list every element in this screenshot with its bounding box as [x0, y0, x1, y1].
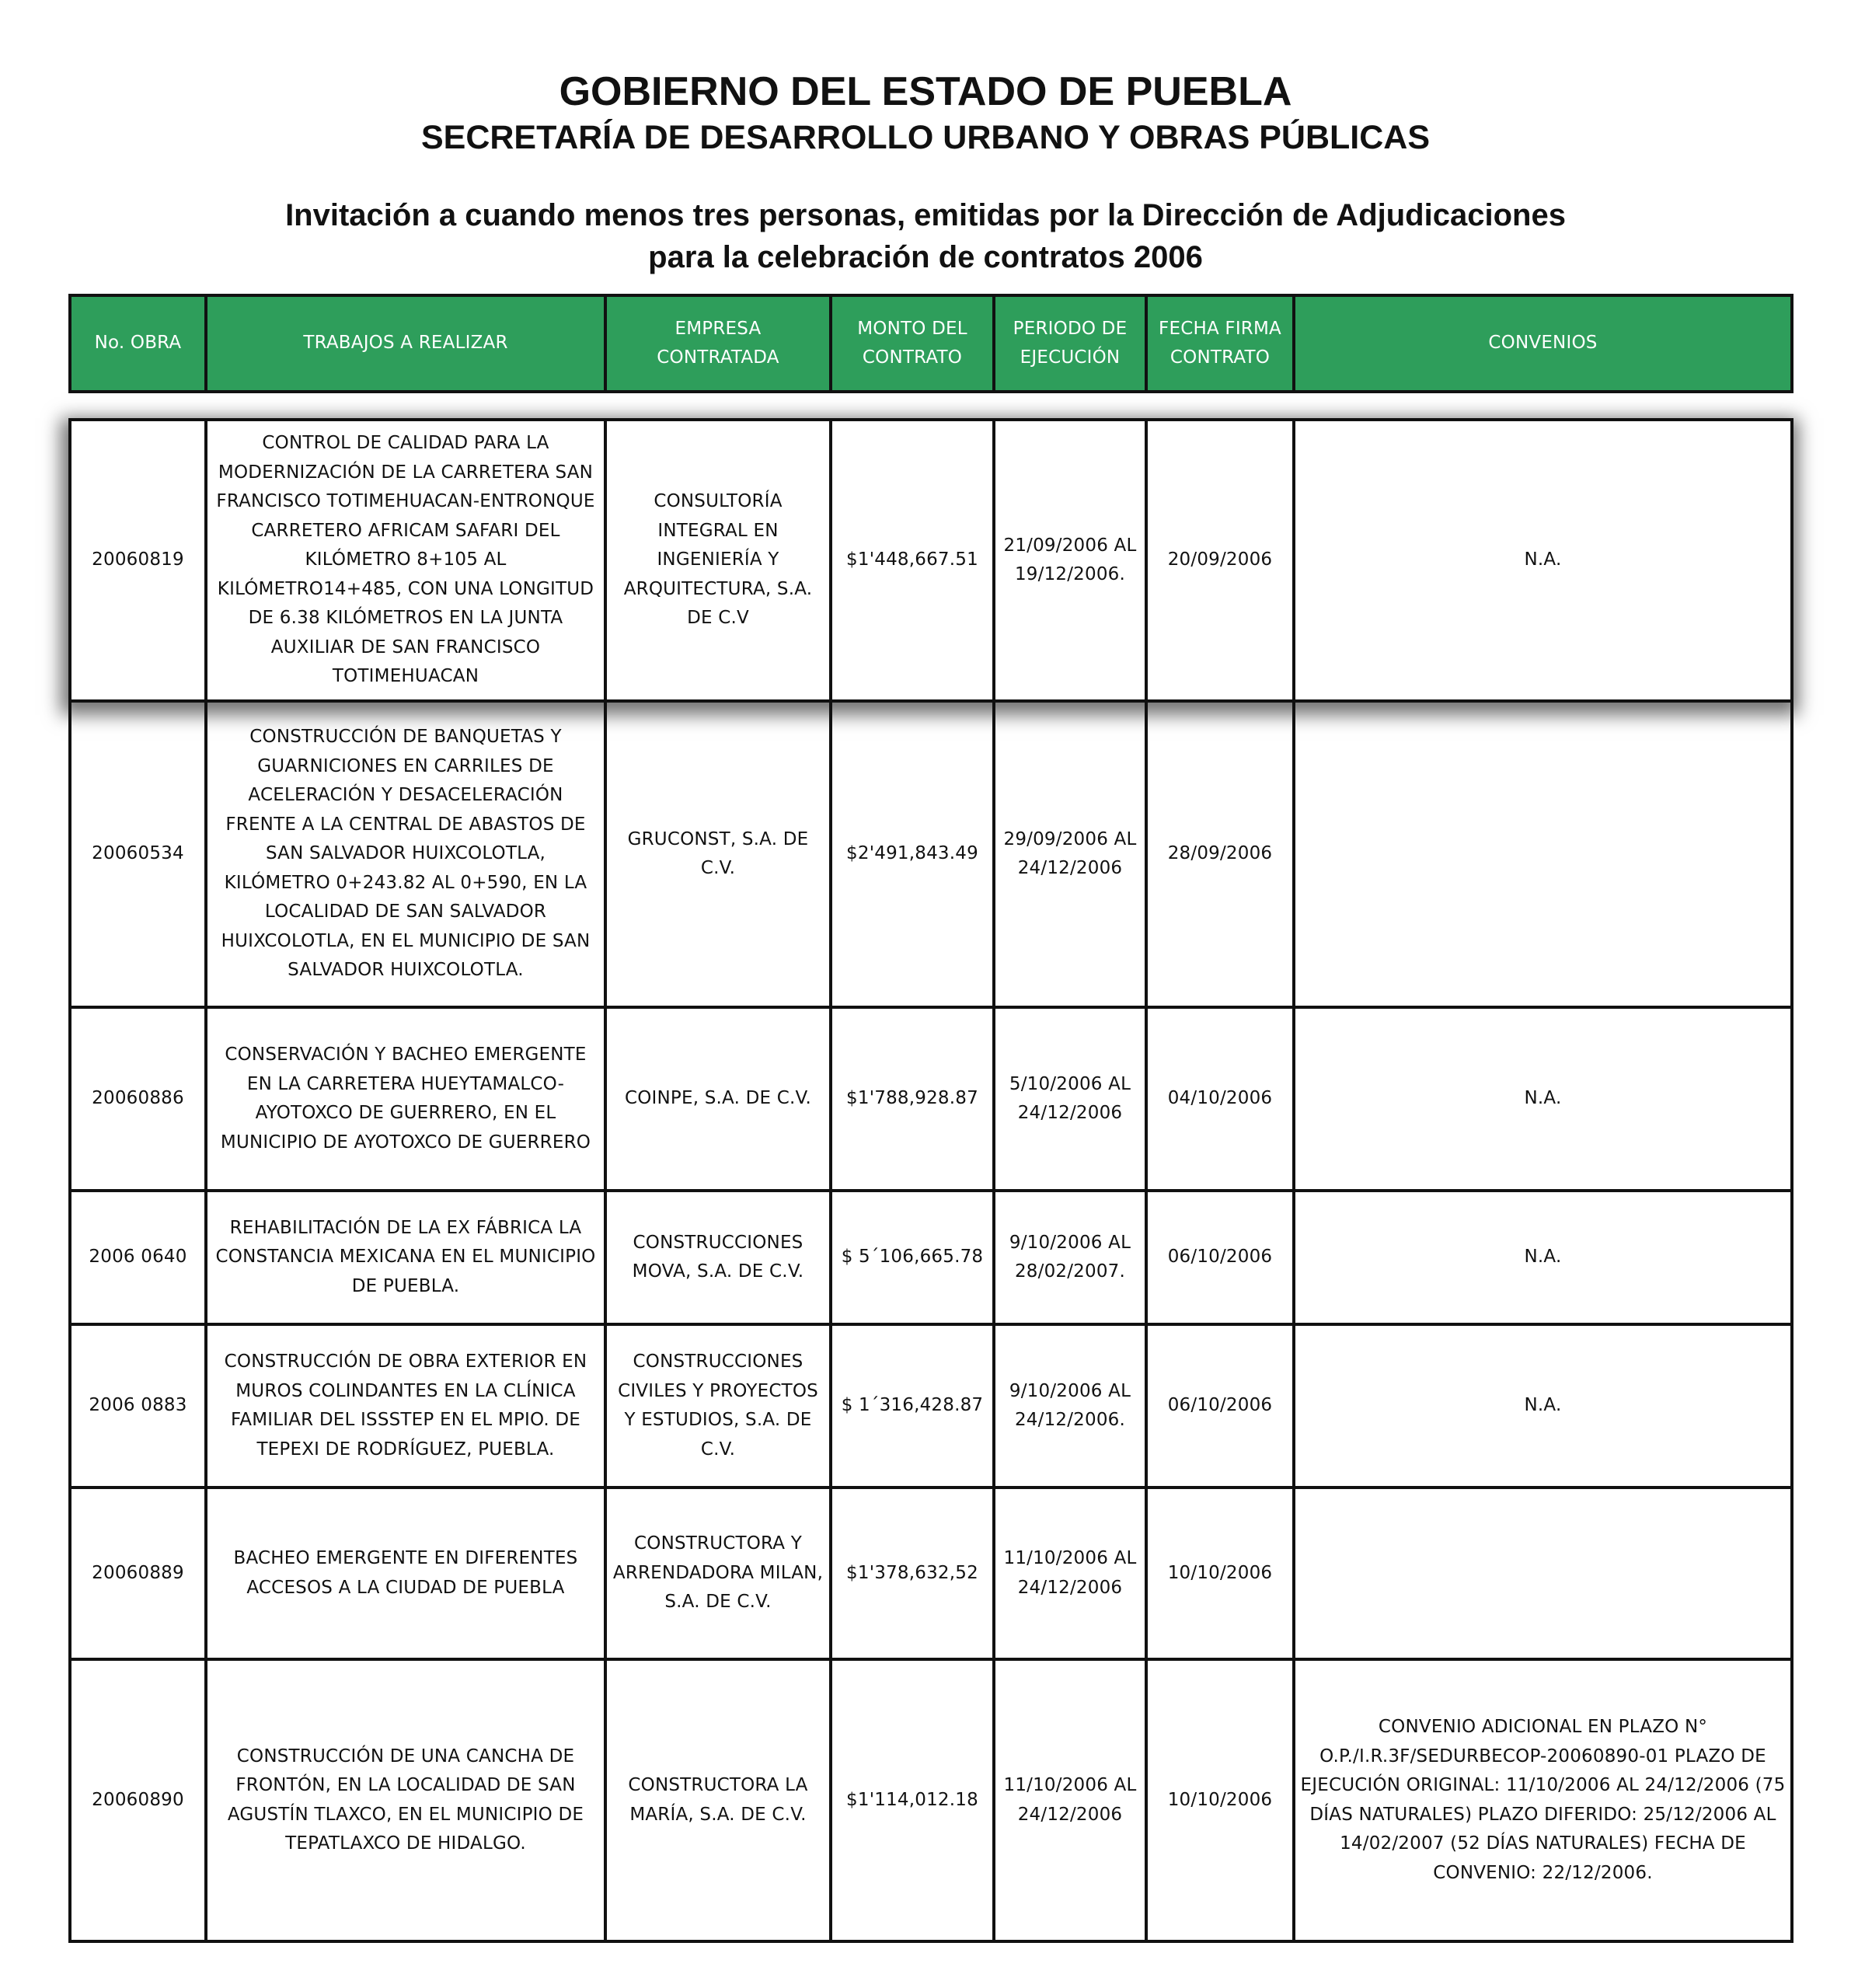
table-row — [70, 1324, 1792, 1488]
cell-obra: 20060889 — [70, 1488, 206, 1659]
cell-monto: $1'114,012.18 — [831, 1659, 994, 1941]
cell-empresa: COINPE, S.A. DE C.V. — [605, 1007, 831, 1191]
cell-obra: 2006 0883 — [70, 1324, 206, 1488]
column-header-periodo: PERIODO DE EJECUCIÓN — [994, 295, 1146, 392]
cell-trabajos: CONSTRUCCIÓN DE OBRA EXTERIOR EN MUROS COLINDANTES EN LA CLÍNICA FAMILIAR DEL ISSSTEP EN EL MPIO. DE TEPEXI DE RODRÍGUEZ, PUEBLA. — [206, 1324, 605, 1488]
cell-convenios: N.A. — [1294, 1007, 1792, 1191]
cell-empresa: GRUCONST, S.A. DE C.V. — [605, 701, 831, 1007]
cell-empresa: CONSULTORÍA INTEGRAL EN INGENIERÍA Y ARQUITECTURA, S.A. DE C.V — [605, 420, 831, 701]
cell-periodo: 5/10/2006 AL 24/12/2006 — [994, 1007, 1146, 1191]
column-header-trabajos: TRABAJOS A REALIZAR — [206, 295, 605, 392]
cell-fecha: 28/09/2006 — [1146, 701, 1294, 1007]
cell-convenios — [1294, 701, 1792, 1007]
column-header-monto: MONTO DEL CONTRATO — [831, 295, 994, 392]
table-header — [68, 294, 1793, 393]
cell-convenios: N.A. — [1294, 1191, 1792, 1324]
cell-obra: 20060819 — [70, 420, 206, 701]
table-row — [70, 1007, 1792, 1191]
cell-monto: $2'491,843.49 — [831, 701, 994, 1007]
cell-fecha: 10/10/2006 — [1146, 1659, 1294, 1941]
cell-fecha: 20/09/2006 — [1146, 420, 1294, 701]
cell-empresa: CONSTRUCCIONES MOVA, S.A. DE C.V. — [605, 1191, 831, 1324]
cell-periodo: 9/10/2006 AL 28/02/2007. — [994, 1191, 1146, 1324]
table-row — [70, 420, 1792, 701]
cell-obra: 20060534 — [70, 701, 206, 1007]
table-row — [70, 1659, 1792, 1941]
cell-periodo: 21/09/2006 AL 19/12/2006. — [994, 420, 1146, 701]
document-heading — [0, 194, 1851, 278]
table-row — [70, 1191, 1792, 1324]
table-row — [70, 1488, 1792, 1659]
header-row — [70, 295, 1792, 392]
cell-periodo: 11/10/2006 AL 24/12/2006 — [994, 1488, 1146, 1659]
cell-monto: $ 1´316,428.87 — [831, 1324, 994, 1488]
column-header-convenios: CONVENIOS — [1294, 295, 1792, 392]
document-title: GOBIERNO DEL ESTADO DE PUEBLA — [559, 69, 1292, 114]
cell-fecha: 06/10/2006 — [1146, 1324, 1294, 1488]
contracts-table — [68, 418, 1793, 1943]
cell-trabajos: REHABILITACIÓN DE LA EX FÁBRICA LA CONSTANCIA MEXICANA EN EL MUNICIPIO DE PUEBLA. — [206, 1191, 605, 1324]
cell-empresa: CONSTRUCTORA Y ARRENDADORA MILAN, S.A. DE C.V. — [605, 1488, 831, 1659]
document-subtitle: SECRETARÍA DE DESARROLLO URBANO Y OBRAS PÚBLICAS — [420, 119, 1431, 156]
cell-trabajos: CONSERVACIÓN Y BACHEO EMERGENTE EN LA CARRETERA HUEYTAMALCO-AYOTOXCO DE GUERRERO, EN EL MUNICIPIO DE AYOTOXCO DE GUERRERO — [206, 1007, 605, 1191]
column-header-empresa: EMPRESA CONTRATADA — [605, 295, 831, 392]
cell-monto: $1'378,632,52 — [831, 1488, 994, 1659]
cell-trabajos: CONTROL DE CALIDAD PARA LA MODERNIZACIÓN DE LA CARRETERA SAN FRANCISCO TOTIMEHUACAN-ENTRONQUE CARRETERO AFRICAM SAFARI DEL KILÓMETRO 8+105 AL KILÓMETRO14+485, CON UNA LONGITUD DE 6.38 KILÓMETROS EN LA JUNTA AUXILIAR DE SAN FRANCISCO TOTIMEHUACAN — [206, 420, 605, 701]
cell-empresa: CONSTRUCTORA LA MARÍA, S.A. DE C.V. — [605, 1659, 831, 1941]
cell-trabajos: CONSTRUCCIÓN DE BANQUETAS Y GUARNICIONES EN CARRILES DE ACELERACIÓN Y DESACELERACIÓN FRENTE A LA CENTRAL DE ABASTOS DE SAN SALVADOR HUIXCOLOTLA, KILÓMETRO 0+243.82 AL 0+590, EN LA LOCALIDAD DE SAN SALVADOR HUIXCOLOTLA, EN EL MUNICIPIO DE SAN SALVADOR HUIXCOLOTLA. — [206, 701, 605, 1007]
heading-line-1: Invitación a cuando menos tres personas, emitidas por la Dirección de Adjudicaciones — [285, 198, 1566, 232]
cell-convenios — [1294, 1488, 1792, 1659]
column-header-fecha: FECHA FIRMA CONTRATO — [1146, 295, 1294, 392]
cell-periodo: 29/09/2006 AL 24/12/2006 — [994, 701, 1146, 1007]
column-header-obra: No. OBRA — [70, 295, 206, 392]
cell-monto: $ 5´106,665.78 — [831, 1191, 994, 1324]
cell-periodo: 9/10/2006 AL 24/12/2006. — [994, 1324, 1146, 1488]
cell-periodo: 11/10/2006 AL 24/12/2006 — [994, 1659, 1146, 1941]
table-row — [70, 701, 1792, 1007]
cell-fecha: 06/10/2006 — [1146, 1191, 1294, 1324]
cell-convenios: N.A. — [1294, 1324, 1792, 1488]
cell-fecha: 04/10/2006 — [1146, 1007, 1294, 1191]
cell-monto: $1'788,928.87 — [831, 1007, 994, 1191]
cell-obra: 20060886 — [70, 1007, 206, 1191]
cell-empresa: CONSTRUCCIONES CIVILES Y PROYECTOS Y ESTUDIOS, S.A. DE C.V. — [605, 1324, 831, 1488]
cell-convenios: CONVENIO ADICIONAL EN PLAZO N° O.P./I.R.3F/SEDURBECOP-20060890-01 PLAZO DE EJECUCIÓN ORIGINAL: 11/10/2006 AL 24/12/2006 (75 DÍAS NATURALES) PLAZO DIFERIDO: 25/12/2006 AL 14/02/2007 (52 DÍAS NATURALES) FECHA DE CONVENIO: 22/12/2006. — [1294, 1659, 1792, 1941]
cell-obra: 2006 0640 — [70, 1191, 206, 1324]
cell-trabajos: BACHEO EMERGENTE EN DIFERENTES ACCESOS A LA CIUDAD DE PUEBLA — [206, 1488, 605, 1659]
cell-trabajos: CONSTRUCCIÓN DE UNA CANCHA DE FRONTÓN, EN LA LOCALIDAD DE SAN AGUSTÍN TLAXCO, EN EL MUNICIPIO DE TEPATLAXCO DE HIDALGO. — [206, 1659, 605, 1941]
heading-line-2: para la celebración de contratos 2006 — [648, 240, 1203, 274]
cell-obra: 20060890 — [70, 1659, 206, 1941]
cell-convenios: N.A. — [1294, 420, 1792, 701]
cell-monto: $1'448,667.51 — [831, 420, 994, 701]
cell-fecha: 10/10/2006 — [1146, 1488, 1294, 1659]
